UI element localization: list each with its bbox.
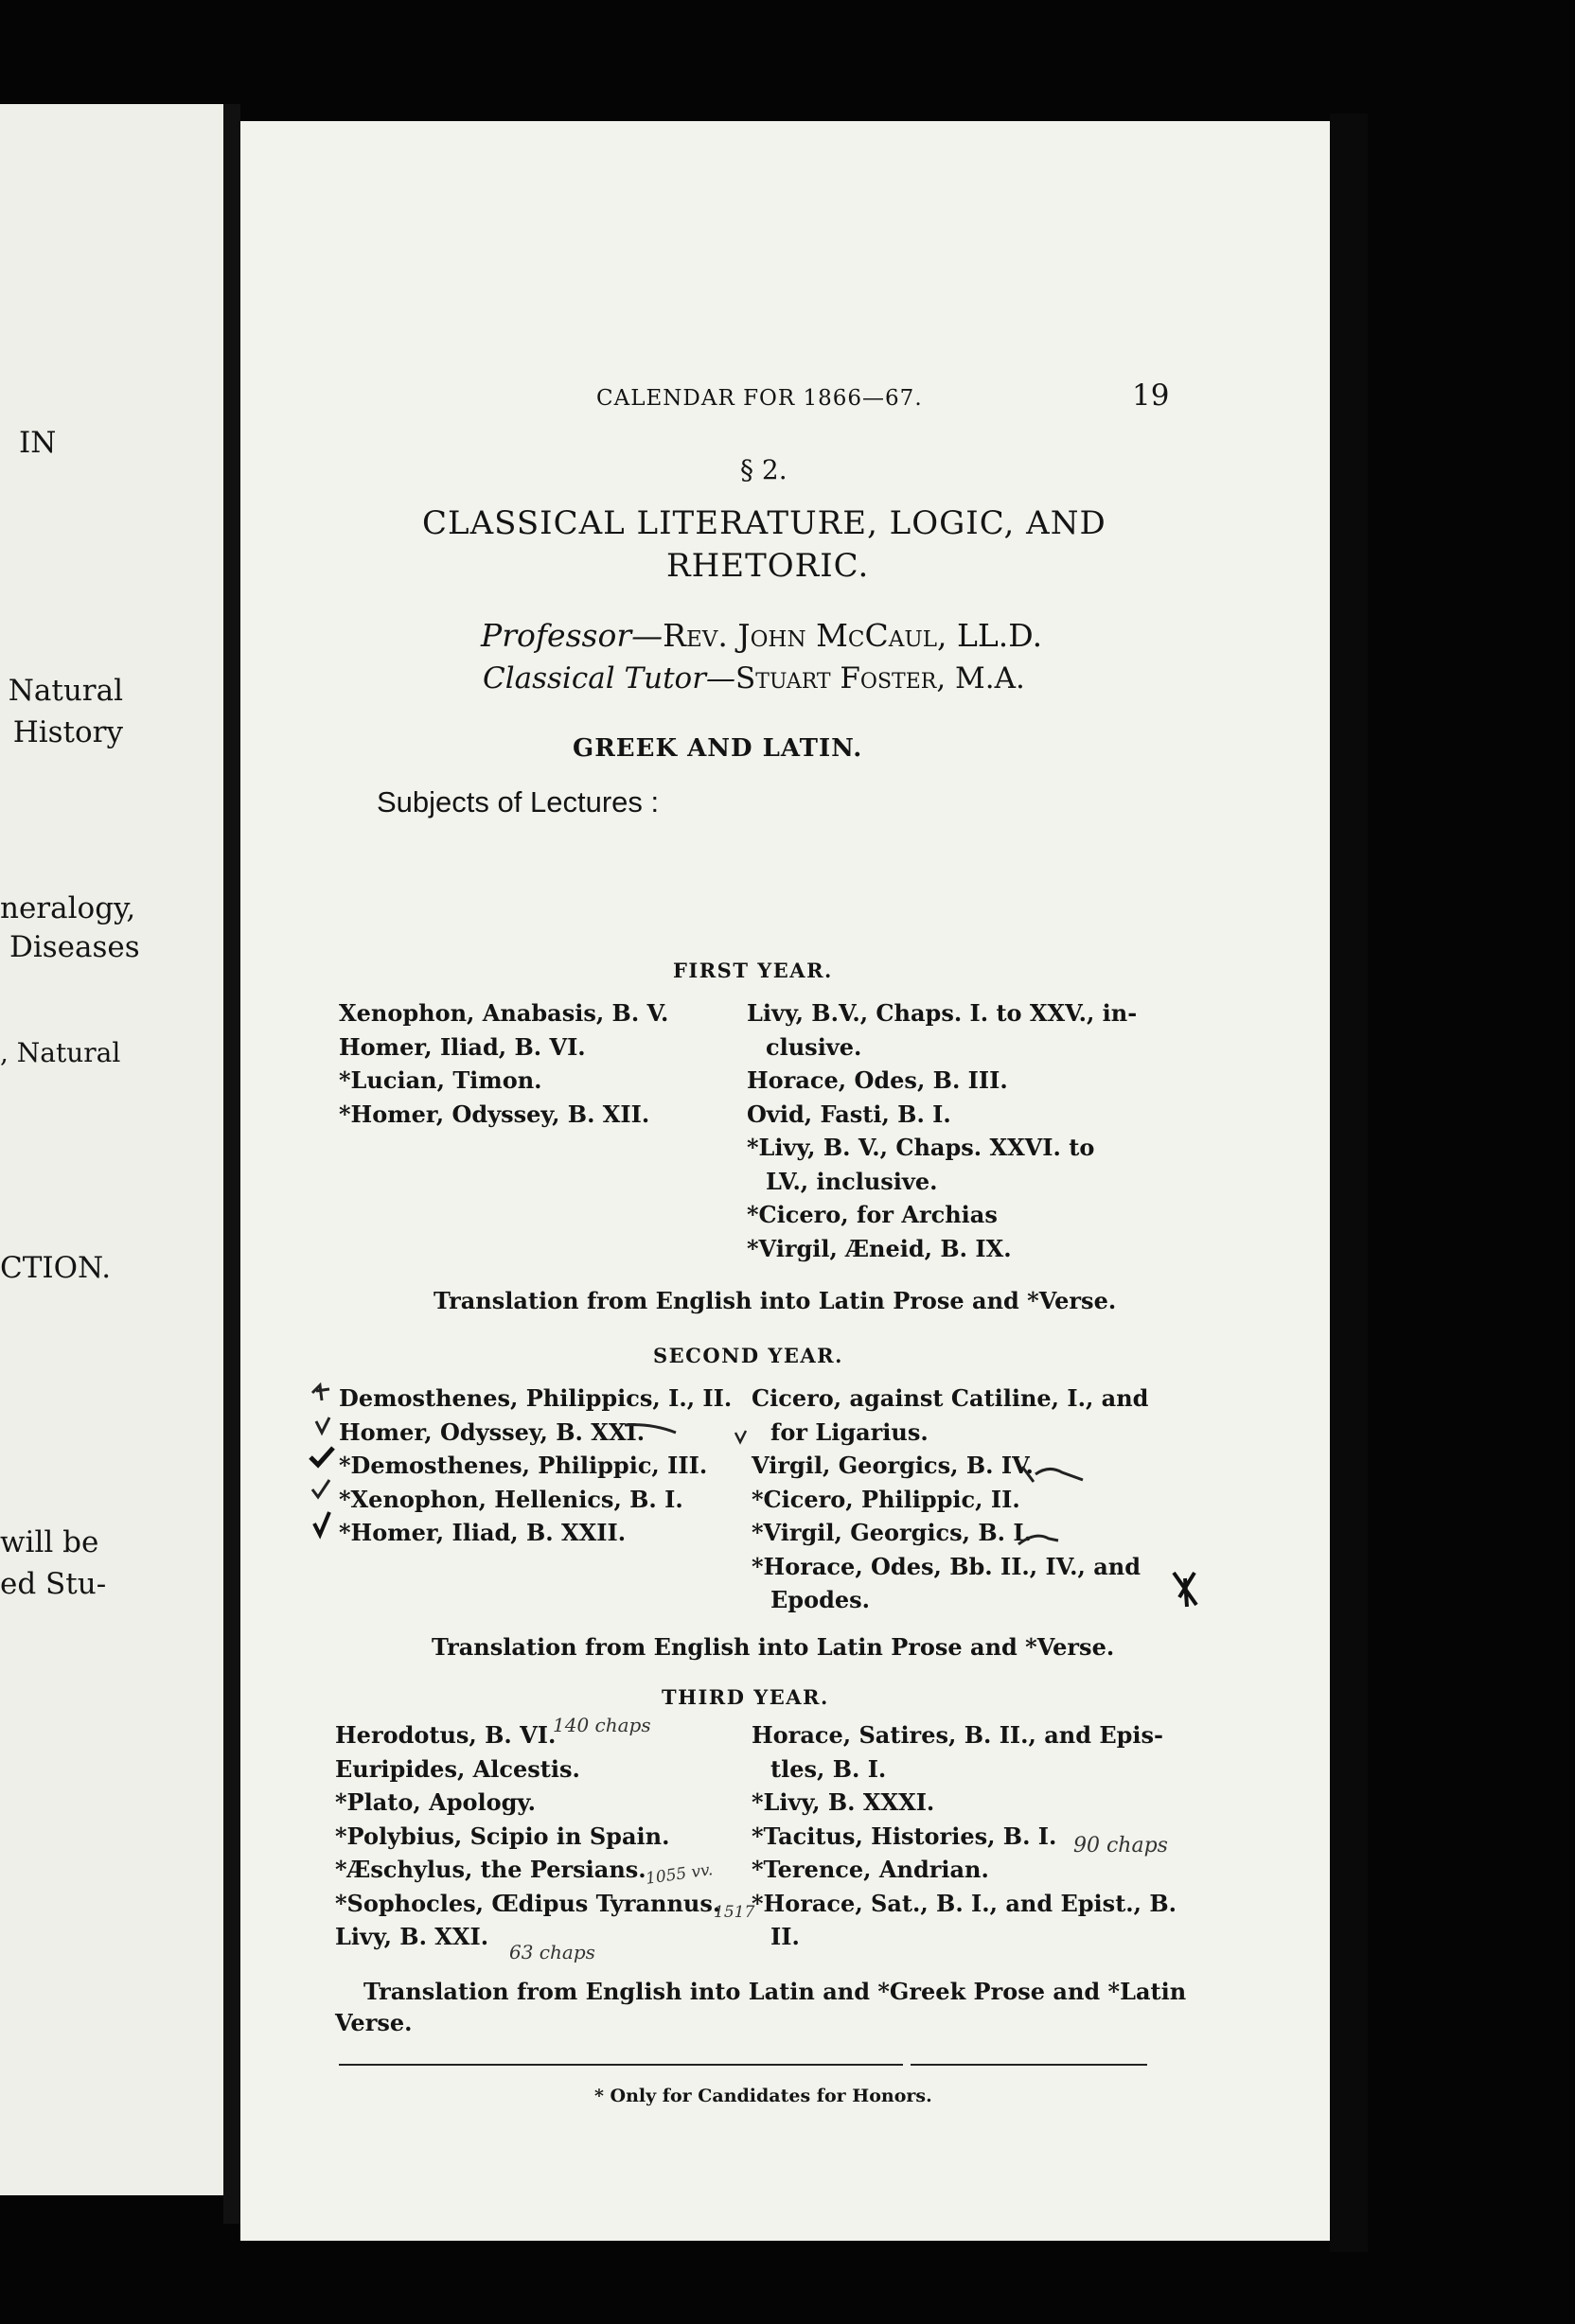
list-item: *Homer, Iliad, B. XXII. [339, 1519, 627, 1546]
footnote: * Only for Candidates for Honors. [594, 2086, 932, 2106]
list-item: *Terence, Andrian. [752, 1856, 989, 1883]
professor-role: Professor— [481, 617, 664, 654]
professor-line [481, 617, 1042, 654]
first-year-heading: FIRST YEAR. [673, 959, 833, 982]
list-item: II. [770, 1923, 800, 1950]
list-item: *Livy, B. V., Chaps. XXVI. to [747, 1134, 1095, 1161]
list-item: Demosthenes, Philippics, I., II. [339, 1384, 733, 1412]
second-year-right-column [752, 1382, 1148, 1617]
list-item: Virgil, Georgics, B. IV. [752, 1452, 1034, 1479]
list-item: *Cicero, Philippic, II. [752, 1485, 1020, 1513]
pencil-swirl-mark [1017, 1529, 1064, 1550]
pencil-dash-mark [623, 1419, 680, 1438]
left-page [0, 104, 225, 2195]
pencil-cross-mark [1170, 1569, 1200, 1609]
list-item: *Virgil, Æneid, B. IX. [747, 1234, 1012, 1262]
pencil-check-mark [733, 1427, 753, 1448]
handwritten-note: 1055 vv. [644, 1860, 715, 1889]
list-item: Cicero, against Catiline, I., and [752, 1384, 1149, 1412]
list-item: *Xenophon, Hellenics, B. I. [339, 1485, 683, 1513]
list-item: *Æschylus, the Persians. [335, 1856, 646, 1883]
list-item: Xenophon, Anabasis, B. V. [339, 999, 669, 1027]
list-item: *Homer, Odyssey, B. XII. [339, 1100, 650, 1128]
list-item: *Horace, Sat., B. I., and Epist., B. [752, 1889, 1177, 1917]
first-year-translation: Translation from English into Latin Prose and *Verse. [434, 1287, 1117, 1314]
list-item: *Livy, B. XXXI. [752, 1788, 935, 1816]
book-gutter [223, 104, 240, 2224]
list-item: Homer, Odyssey, B. XXI. [339, 1417, 646, 1446]
footnote-rule [339, 2064, 903, 2066]
list-item: Horace, Satires, B. II., and Epis- [752, 1721, 1164, 1749]
list-item: *Sophocles, Œdipus Tyrannus. [335, 1889, 721, 1917]
list-item: Ovid, Fasti, B. I. [747, 1100, 951, 1128]
list-item: Livy, B.V., Chaps. I. to XXV., in- [747, 999, 1138, 1027]
list-item: *Horace, Odes, Bb. II., IV., and [752, 1552, 1141, 1580]
list-item: Horace, Odes, B. III. [747, 1066, 1008, 1094]
pencil-tick-marks [307, 1380, 345, 1541]
tutor-line [483, 661, 1025, 695]
list-item: Epodes. [770, 1586, 870, 1613]
third-year-left-column [335, 1718, 720, 1954]
third-year-translation: Translation from English into Latin and *Greek Prose and *Latin [363, 1978, 1187, 2005]
first-year-right-column [747, 996, 1137, 1265]
subheading: GREEK AND LATIN. [573, 734, 863, 763]
left-fragment: CTION. [0, 1251, 112, 1285]
page-number: 19 [1132, 379, 1170, 413]
left-fragment: IN [19, 426, 57, 460]
list-item: clusive. [766, 1032, 862, 1061]
handwritten-note: 90 chaps [1073, 1834, 1168, 1857]
third-year-translation-continued: Verse. [335, 2009, 413, 2036]
tutor-role: Classical Tutor— [483, 661, 736, 695]
third-year-heading: THIRD YEAR. [662, 1685, 829, 1709]
tutor-name: Stuart Foster, M.A. [735, 661, 1025, 695]
list-item: LV., inclusive. [766, 1167, 938, 1195]
left-fragment: will be [0, 1525, 99, 1559]
professor-name: Rev. John McCaul, LL.D. [663, 617, 1043, 654]
list-item: *Polybius, Scipio in Spain. [335, 1822, 670, 1850]
list-item: *Virgil, Georgics, B. I. [752, 1519, 1032, 1546]
handwritten-note: 140 chaps [553, 1714, 651, 1736]
page-title: CLASSICAL LITERATURE, LOGIC, AND [422, 504, 1106, 542]
left-fragment: ed Stu- [0, 1567, 107, 1601]
left-fragment: History [12, 715, 123, 749]
handwritten-note: 1517 [714, 1903, 755, 1922]
list-item: Homer, Iliad, B. VI. [339, 1032, 586, 1061]
list-item: Herodotus, B. VI. [335, 1721, 557, 1749]
left-fragment: Diseases [9, 930, 140, 964]
first-year-left-column [339, 996, 668, 1131]
subjects-label: Subjects of Lectures : [377, 785, 660, 819]
pencil-swirl-mark [1020, 1463, 1087, 1488]
list-item: *Tacitus, Histories, B. I. [752, 1822, 1057, 1850]
calendar-page [240, 121, 1334, 2241]
list-item: Euripides, Alcestis. [335, 1754, 580, 1783]
left-fragment: neralogy, [0, 891, 136, 925]
list-item: *Plato, Apology. [335, 1788, 536, 1816]
running-title: CALENDAR FOR 1866—67. [596, 386, 923, 411]
footnote-rule [911, 2064, 1147, 2066]
second-year-left-column [339, 1382, 732, 1550]
list-item: *Demosthenes, Philippic, III. [339, 1452, 708, 1479]
list-item: for Ligarius. [770, 1417, 929, 1446]
second-year-translation: Translation from English into Latin Prose and *Verse. [432, 1633, 1115, 1661]
section-number: § 2. [740, 454, 788, 485]
scan-edge [1330, 114, 1368, 2252]
list-item: tles, B. I. [770, 1754, 887, 1783]
second-year-heading: SECOND YEAR. [653, 1344, 843, 1367]
list-item: Livy, B. XXI. [335, 1923, 489, 1950]
list-item: *Cicero, for Archias [747, 1201, 998, 1228]
list-item: *Lucian, Timon. [339, 1066, 542, 1094]
handwritten-note: 63 chaps [509, 1941, 595, 1963]
left-fragment: Natural [8, 674, 123, 708]
left-fragment: , Natural [0, 1037, 121, 1068]
page-title-continued: RHETORIC. [666, 547, 870, 585]
